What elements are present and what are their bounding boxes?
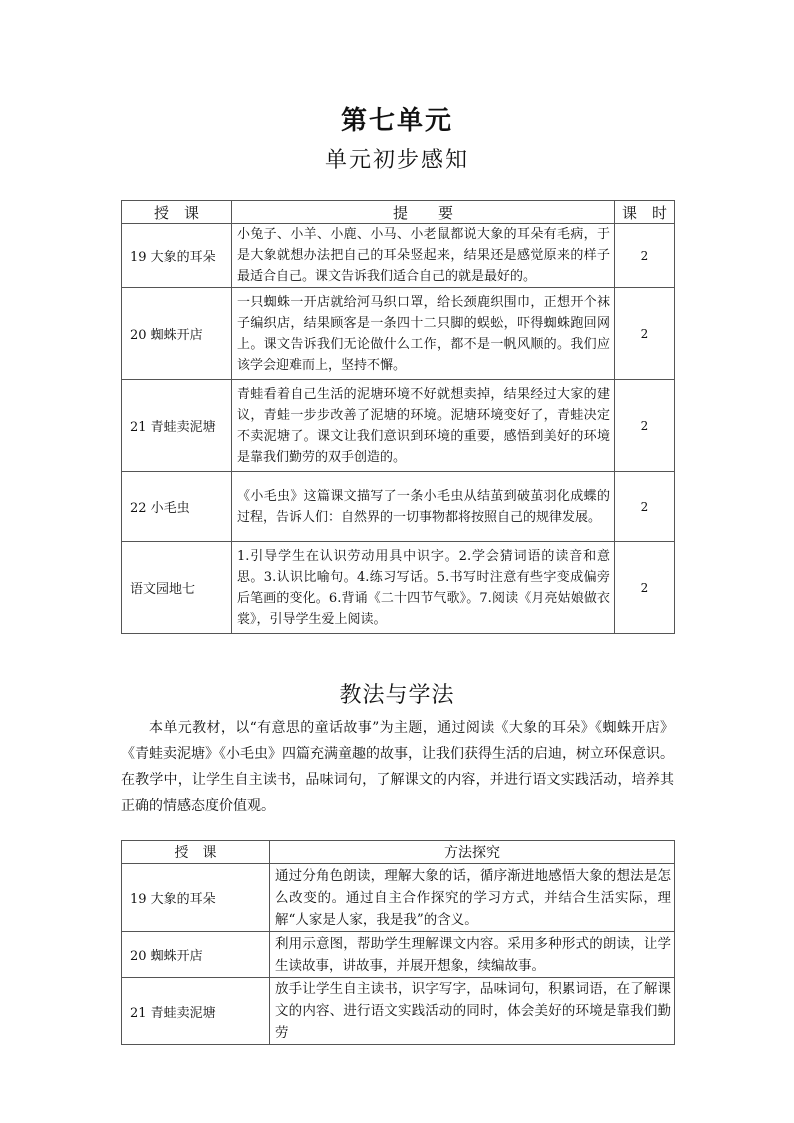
lesson-summary: 《小毛虫》这篇课文描写了一条小毛虫从结茧到破茧羽化成蝶的过程，告诉人们：自然界的一切事物都将按照自己的规律发展。 [232, 472, 615, 542]
lesson-summary: 小兔子、小羊、小鹿、小马、小老鼠都说大象的耳朵有毛病，于是大象就想办法把自己的耳朵竖起来，结果还是感觉原来的样子最适合自己。课文告诉我们适合自己的就是最好的。 [232, 224, 615, 288]
table-header-row [122, 201, 675, 224]
table-header-row [122, 841, 675, 864]
table-row [122, 932, 675, 978]
header-summary: 提 要 [232, 201, 615, 224]
table-row [122, 472, 675, 542]
lesson-method: 放手让学生自主读书，识字写字，品味词句，积累词语，在了解课文的内容、进行语文实践活动的同时，体会美好的环境是靠我们勤劳 [270, 978, 675, 1045]
table-row [122, 542, 675, 634]
lesson-summary: 1.引导学生在认识劳动用具中识字。2.学会猜词语的读音和意思。3.认识比喻句。4.练习写话。5.书写时注意有些字变成偏旁后笔画的变化。6.背诵《二十四节气歌》。7.阅读《月亮姑娘做衣裳》，引导学生爱上阅读。 [232, 542, 615, 634]
table-row [122, 224, 675, 288]
lesson-hours: 2 [615, 542, 675, 634]
header-lesson: 授 课 [122, 201, 232, 224]
lesson-summary: 一只蜘蛛一开店就给河马织口罩，给长颈鹿织围巾，正想开个袜子编织店，结果顾客是一条四十二只脚的蜈蚣，吓得蜘蛛跑回网上。课文告诉我们无论做什么工作，都不是一帆风顺的。我们应该学会迎难而上，坚持不懈。 [232, 288, 615, 380]
method-table [121, 840, 675, 1045]
section-title-overview: 单元初步感知 [324, 148, 469, 173]
lesson-name: 21 青蛙卖泥塘 [122, 978, 270, 1045]
unit-title: 第七单元 [340, 106, 453, 136]
lesson-hours: 2 [615, 288, 675, 380]
lesson-name: 20 蜘蛛开店 [122, 288, 232, 380]
lesson-overview-table [121, 200, 675, 634]
table-row [122, 864, 675, 932]
lesson-method: 通过分角色朗读，理解大象的话，循序渐进地感悟大象的想法是怎么改变的。通过自主合作探究的学习方式，并结合生活实际，理解“人家是人家，我是我”的含义。 [270, 864, 675, 932]
lesson-name: 22 小毛虫 [122, 472, 232, 542]
lesson-name: 20 蜘蛛开店 [122, 932, 270, 978]
section-title-methods: 教法与学法 [339, 683, 455, 708]
lesson-name: 19 大象的耳朵 [122, 864, 270, 932]
table-row [122, 978, 675, 1045]
header-hours: 课 时 [615, 201, 675, 224]
table-row [122, 288, 675, 380]
lesson-name: 21 青蛙卖泥塘 [122, 380, 232, 472]
intro-paragraph: 本单元教材，以“有意思的童话故事”为主题，通过阅读《大象的耳朵》《蜘蛛开店》《青蛙卖泥塘》《小毛虫》四篇充满童趣的故事，让我们获得生活的启迪，树立环保意识。在教学中，让学生自主读书，品味词句，了解课文的内容，并进行语文实践活动，培养其正确的情感态度价值观。 [121, 720, 674, 814]
table-row [122, 380, 675, 472]
lesson-name: 语文园地七 [122, 542, 232, 634]
lesson-hours: 2 [615, 224, 675, 288]
lesson-hours: 2 [615, 472, 675, 542]
header-lesson: 授 课 [122, 841, 270, 864]
lesson-name: 19 大象的耳朵 [122, 224, 232, 288]
header-method: 方法探究 [270, 841, 675, 864]
lesson-summary: 青蛙看着自己生活的泥塘环境不好就想卖掉，结果经过大家的建议，青蛙一步步改善了泥塘的环境。泥塘环境变好了，青蛙决定不卖泥塘了。课文让我们意识到环境的重要，感悟到美好的环境是靠我们勤劳的双手创造的。 [232, 380, 615, 472]
lesson-hours: 2 [615, 380, 675, 472]
lesson-method: 利用示意图，帮助学生理解课文内容。采用多种形式的朗读，让学生读故事，讲故事，并展开想象，续编故事。 [270, 932, 675, 978]
